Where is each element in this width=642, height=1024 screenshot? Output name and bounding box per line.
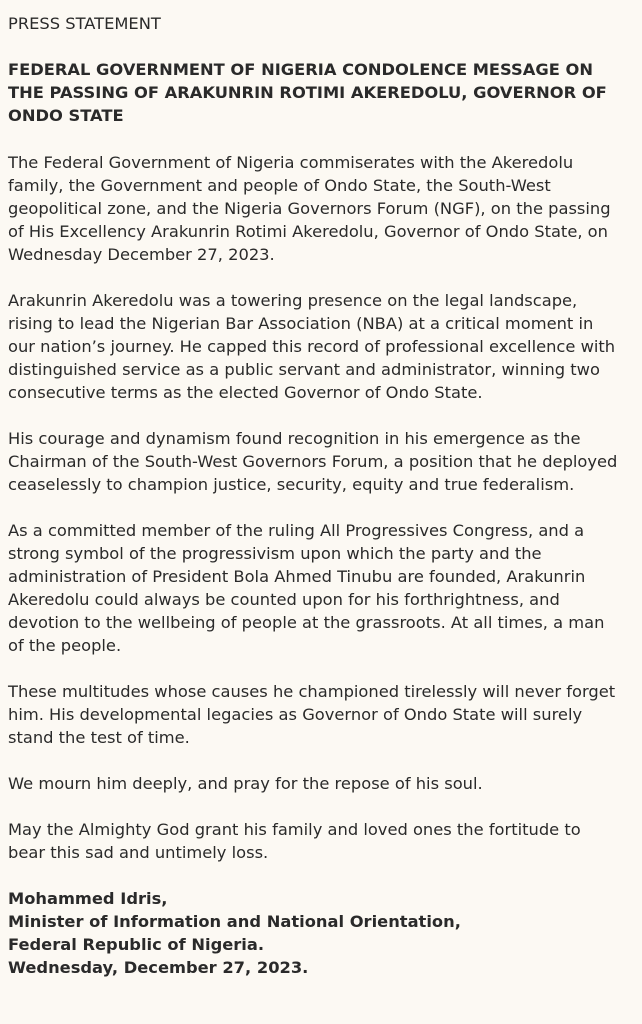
signatory-organization: Federal Republic of Nigeria. bbox=[8, 935, 265, 954]
signature-block bbox=[8, 887, 622, 979]
paragraph-legal-career: Arakunrin Akeredolu was a towering presence on the legal landscape, rising to lead the Nigerian Bar Association (NBA) at a critical moment in our nation’s journey. He capped this record of professional excellence with distinguished service as a public servant and administrator, winning two consecutive terms as the elected Governor of Ondo State. bbox=[8, 291, 616, 402]
statement-date: Wednesday, December 27, 2023. bbox=[8, 958, 309, 977]
paragraph-apc-member: As a committed member of the ruling All Progressives Congress, and a strong symbol of the progressivism upon which the party and the administration of President Bola Ahmed Tinubu are founded, Arakunrin Akeredolu could always be counted upon for his forthrightness, and devotion to the wellbeing of people at the grassroots. At all times, a man of the people. bbox=[8, 521, 605, 655]
paragraph-governors-forum: His courage and dynamism found recognition in his emergence as the Chairman of the South-West Governors Forum, a position that he deployed ceaselessly to champion justice, security, equity and true federalism. bbox=[8, 429, 618, 494]
signatory-name: Mohammed Idris, bbox=[8, 889, 168, 908]
document-heading: FEDERAL GOVERNMENT OF NIGERIA CONDOLENCE MESSAGE ON THE PASSING OF ARAKUNRIN ROTIMI AKEREDOLU, GOVERNOR OF ONDO STATE bbox=[8, 60, 607, 125]
paragraph-mourning: We mourn him deeply, and pray for the repose of his soul. bbox=[8, 774, 483, 793]
document-label: PRESS STATEMENT bbox=[8, 14, 161, 33]
paragraph-commiseration: The Federal Government of Nigeria commiserates with the Akeredolu family, the Government and people of Ondo State, the South-West geopolitical zone, and the Nigeria Governors Forum (NGF), on the passing of His Excellency Arakunrin Rotimi Akeredolu, Governor of Ondo State, on Wednesday December 27, 2023. bbox=[8, 153, 611, 264]
paragraph-prayer: May the Almighty God grant his family and loved ones the fortitude to bear this sad and untimely loss. bbox=[8, 820, 581, 862]
signatory-title: Minister of Information and National Orientation, bbox=[8, 912, 461, 931]
paragraph-legacy: These multitudes whose causes he championed tirelessly will never forget him. His developmental legacies as Governor of Ondo State will surely stand the test of time. bbox=[8, 682, 616, 747]
